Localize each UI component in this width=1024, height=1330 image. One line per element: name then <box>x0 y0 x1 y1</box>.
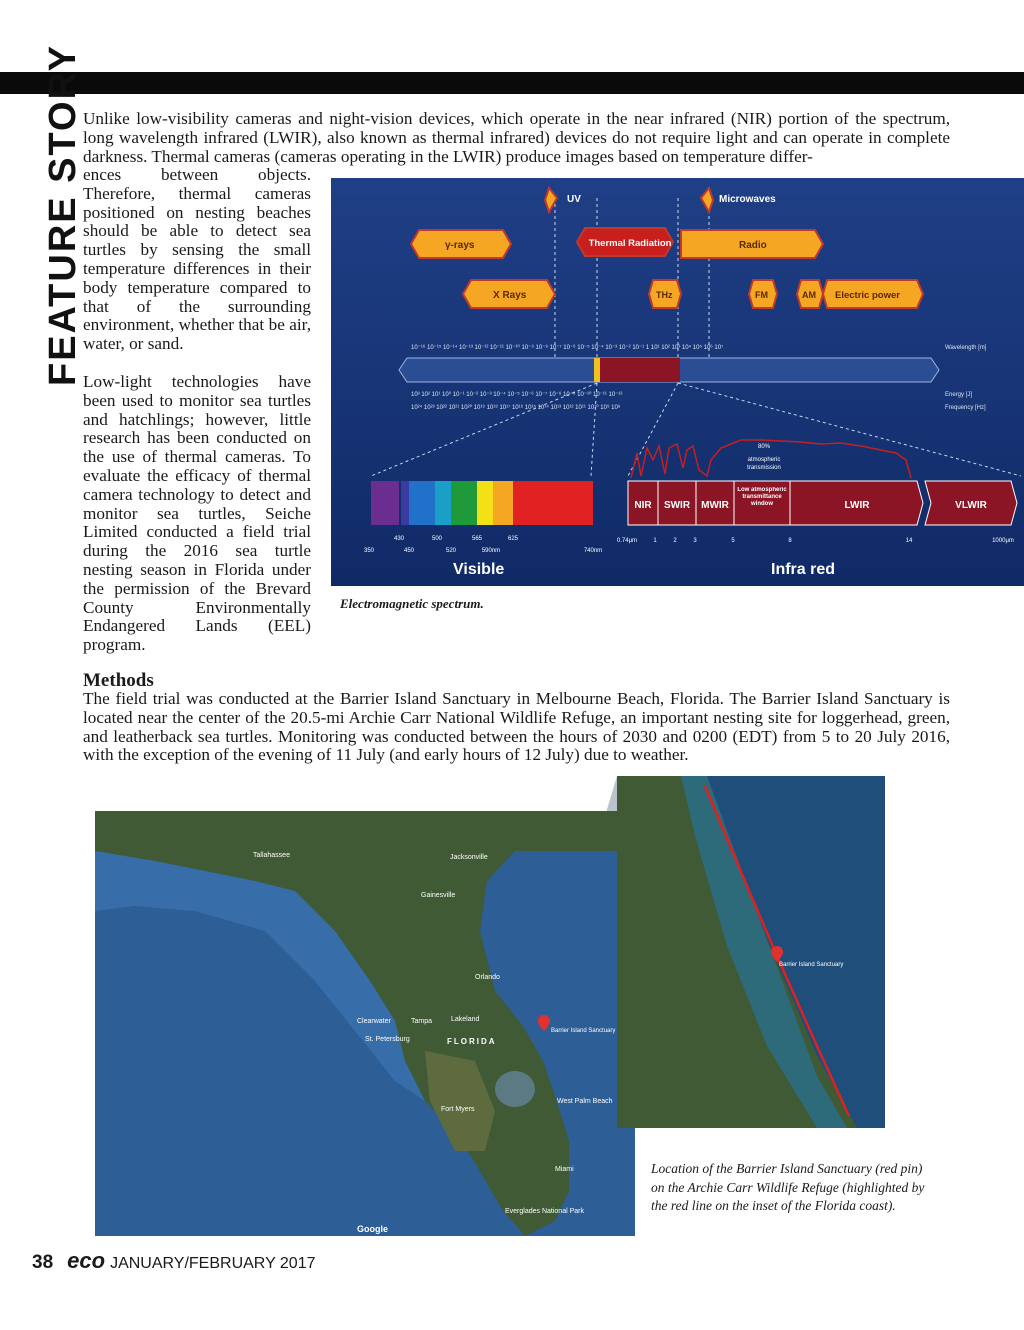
electromagnetic-spectrum-figure <box>331 178 1024 586</box>
ir-tick: 5 <box>731 538 735 544</box>
band-xrays-label: X Rays <box>493 290 527 301</box>
energy-axis-label: Energy [J] <box>945 392 973 398</box>
visible-tick: 520 <box>445 548 457 554</box>
city-label: Everglades National Park <box>505 1208 584 1215</box>
ir-band-swir: SWIR <box>663 500 691 511</box>
state-label: FLORIDA <box>447 1037 497 1046</box>
visible-tick: 430 <box>393 536 405 542</box>
band-thz-label: THz <box>656 290 673 300</box>
svg-text:10⁻¹⁶ 10⁻¹⁵ 10⁻¹⁴ 10⁻¹³ 10⁻¹²: 10⁻¹⁶ 10⁻¹⁵ 10⁻¹⁴ 10⁻¹³ 10⁻¹² 10⁻¹¹ 10⁻¹⁰ 10⁻⁹ 10⁻⁸ 10⁻⁷ 10⁻⁶ 10⁻⁵ 10⁻⁴ 10⁻³ 10⁻² 10⁻¹ 1 10¹ 10² 10³ 10⁴ 10⁵ 10⁶ 10⁷ <box>411 345 724 351</box>
city-label: Clearwater <box>357 1018 391 1025</box>
band-thermal-label: Thermal Radiation <box>588 238 672 249</box>
inset-pin-label: Barrier Island Sanctuary <box>779 962 844 968</box>
visible-title: Visible <box>453 561 505 578</box>
map-attribution: Google <box>357 1224 388 1234</box>
low-light-paragraph: Low-light technologies have been used to monitor sea turtles and hatchlings; however, little research has been conducted on the use of thermal cameras. To evaluate the efficacy of thermal camera technology to detect and monitor sea turtles, Seiche Limited conducted a field trial during the 2016 sea turtle nesting season in Florida under the permission of the Brevard County Environmentally Endangered Lands (EEL) program. <box>83 372 311 655</box>
svg-text:80%: 80% <box>757 444 771 450</box>
visible-tick: 625 <box>507 536 519 542</box>
ir-band-nir: NIR <box>634 500 652 511</box>
city-label: Orlando <box>475 974 500 981</box>
ir-band-lwir: LWIR <box>844 500 870 511</box>
visible-tick: 500 <box>431 536 443 542</box>
page-footer <box>32 1248 315 1274</box>
frequency-axis-label: Frequency [Hz] <box>945 405 986 411</box>
infrared-title: Infra red <box>771 561 836 578</box>
city-label: West Palm Beach <box>557 1098 613 1105</box>
ir-tick: 3 <box>693 538 697 544</box>
page-number: 38 <box>32 1252 54 1273</box>
svg-text:10³ 10² 10¹ 10⁰ 10⁻¹ 10⁻² 10⁻³: 10³ 10² 10¹ 10⁰ 10⁻¹ 10⁻² 10⁻³ 10⁻⁴ 10⁻⁵ 10⁻⁶ 10⁻⁷ 10⁻⁸ 10⁻⁹ 10⁻¹⁰ 10⁻¹¹ 10⁻¹² <box>411 392 623 398</box>
header-rule <box>0 72 1024 94</box>
methods-paragraph: The field trial was conducted at the Barrier Island Sanctuary in Melbourne Beach, Florida. The Barrier Island Sanctuary is located near the center of the 20.5-mi Archie Carr National Wildlife Refuge, an important nesting site for loggerhead, green, and leatherback sea turtles. Monitoring was conducted between the hours of 2030 and 0200 (EDT) from 5 to 20 July 2016, with the exception of the evening of 11 July (and early hours of 12 July) due to weather. <box>83 689 950 765</box>
spectrum-caption: Electromagnetic spectrum. <box>340 596 484 611</box>
ir-tick: 14 <box>905 538 913 544</box>
visible-tick: 450 <box>403 548 415 554</box>
ir-tick: 0.74μm <box>616 538 638 544</box>
section-label: FEATURE STORY <box>42 44 84 386</box>
city-label: Gainesville <box>421 892 456 899</box>
wavelength-axis-label: Wavelength [m] <box>945 345 987 351</box>
intro-paragraph: Unlike low-visibility cameras and night-vision devices, which operate in the near infrared (NIR) portion of the spectrum, long wavelength infrared (LWIR), also known as thermal infrared) devices do not require light and can operate in complete darkness. Thermal cameras (cameras operating in the LWIR) produce images based on temperature differ- <box>83 109 950 166</box>
band-microwaves-label: Microwaves <box>719 194 776 205</box>
methods-heading: Methods <box>83 670 154 691</box>
city-label: Fort Myers <box>441 1106 475 1113</box>
visible-tick: 590nm <box>481 548 501 554</box>
band-fm-label: FM <box>755 290 768 300</box>
map-caption: Location of the Barrier Island Sanctuary (red pin) on the Archie Carr Wildlife Refuge (highlighted by the red line on the inset of the Florida coast). <box>651 1161 925 1213</box>
ir-band-mwir: MWIR <box>701 500 729 511</box>
inset-satellite-map <box>617 776 885 1128</box>
florida-satellite-map <box>95 811 635 1236</box>
city-label: Jacksonville <box>450 854 488 861</box>
city-label: Lakeland <box>451 1016 480 1023</box>
ir-tick: 1000μm <box>992 538 1014 544</box>
svg-text:atmospheric: atmospheric <box>747 457 781 463</box>
band-electric-power-label: Electric power <box>835 290 900 301</box>
visible-tick: 565 <box>471 536 483 542</box>
svg-text:10²⁴ 10²³ 10²² 10²¹ 10²⁰ 10¹⁹: 10²⁴ 10²³ 10²² 10²¹ 10²⁰ 10¹⁹ 10¹⁸ 10¹⁷ 10¹⁶ 10¹⁵ 10¹⁴ 10¹³ 10¹² 10¹¹ 10¹⁰ 10⁹ 10⁸ <box>411 405 621 411</box>
pin-label: Barrier Island Sanctuary <box>551 1028 616 1034</box>
magazine-logo: eco <box>67 1248 106 1273</box>
ir-tick: 8 <box>788 538 792 544</box>
city-label: St. Petersburg <box>365 1036 410 1043</box>
band-uv-label: UV <box>567 194 581 205</box>
visible-tick: 350 <box>363 548 375 554</box>
city-label: Miami <box>555 1166 574 1173</box>
intro-paragraph-continued: ences between objects. Therefore, thermal cameras positioned on nesting beaches should be able to detect sea turtles by sensing the small temperature differences in their body temperature compared to that of the surrounding environment, whether that be air, water, or sand. <box>83 165 311 354</box>
ir-band-vlwir: VLWIR <box>955 500 987 511</box>
city-label: Tampa <box>411 1018 433 1025</box>
band-am-label: AM <box>802 290 816 300</box>
issue-date: JANUARY/FEBRUARY 2017 <box>110 1255 316 1272</box>
band-radio-label: Radio <box>739 240 767 251</box>
svg-text:transmission: transmission <box>747 465 781 471</box>
city-label: Tallahassee <box>253 852 290 859</box>
visible-tick: 740nm <box>583 548 603 554</box>
ir-band-low-transmittance: Low atmospheric transmittance window <box>737 487 787 507</box>
ir-tick: 1 <box>653 538 657 544</box>
ir-tick: 2 <box>673 538 677 544</box>
band-gamma-label: γ-rays <box>445 240 475 251</box>
